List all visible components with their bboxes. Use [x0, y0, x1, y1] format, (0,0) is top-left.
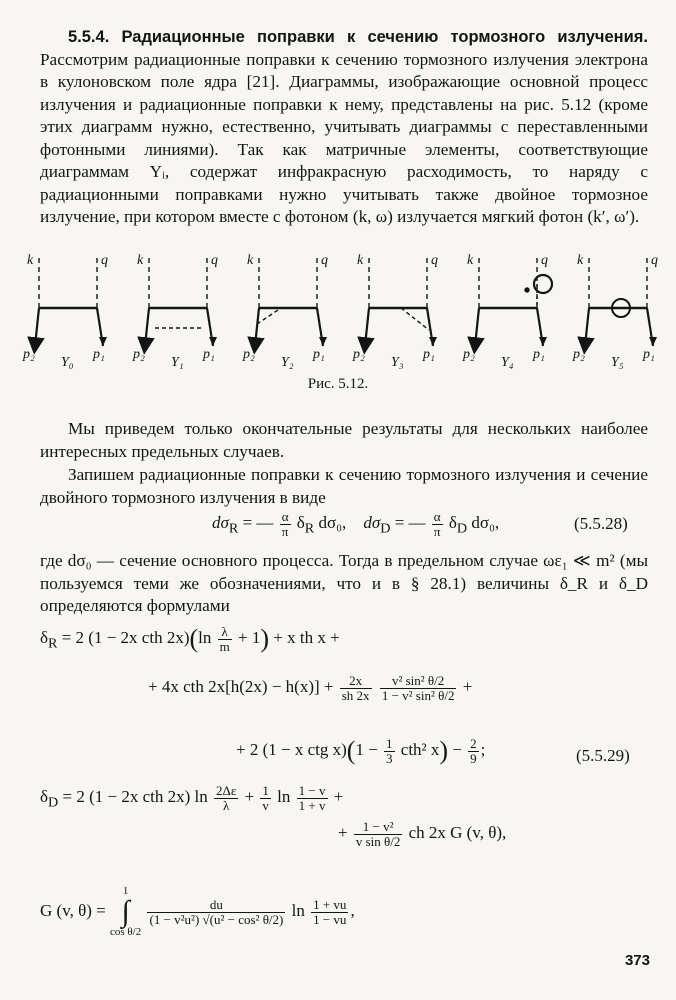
feynman-diagram-1 — [132, 253, 218, 370]
feynman-diagram-2 — [242, 253, 328, 370]
section-heading: 5.5.4. Радиационные поправки к сечению тормозного излучения. — [68, 28, 648, 46]
equation-delta-d-line1: $\delta_D = 2$ (1 − 2x cth 2x) ln $\frac{2\Delta\varepsilon}{\lambda}$ + $\frac{1}{v}$ ln $\frac{1 - v}{1 + v}$ + — [40, 783, 344, 813]
equation-delta-r-line2: + 4x cth 2x[h(2x) − h(x)] + $\frac{2x}{sh 2x}$ $\frac{\text{v² sin² θ/2}}{\text{1 − v² sin² θ/2}}$ + — [148, 673, 473, 703]
feynman-diagram-5 — [572, 253, 658, 370]
feynman-diagrams-figure — [15, 250, 665, 372]
label-y: Y₅ — [611, 355, 624, 370]
label-p2: p₂ — [23, 347, 35, 362]
paragraph-results: Мы приведем только окончательные результаты для нескольких наиболее интересных предельных случаев. — [40, 419, 648, 461]
label-y: Y₀ — [61, 355, 74, 370]
label-k: k — [577, 253, 584, 268]
label-p2: p₂ — [353, 347, 365, 362]
label-p2: p₂ — [463, 347, 475, 362]
label-q: q — [651, 253, 658, 268]
label-y: Y₂ — [281, 355, 294, 370]
equation-5-5-28: $d\sigma_R$ = — $\frac{\alpha}{\pi}$ $\delta_R$ dσ₀, $d\sigma_D$ = — $\frac{\alpha}{\pi}$ $\delta_D$ dσ₀, — [212, 509, 500, 539]
label-q: q — [211, 253, 218, 268]
label-q: q — [541, 253, 548, 268]
label-q: q — [101, 253, 108, 268]
label-p1: p₁ — [643, 347, 655, 362]
label-q: q — [321, 253, 328, 268]
equation-g-function: G (v, θ) = 1 ∫ cos θ/2 $\frac{du}{\text{(1 − v²u²) √(u² − cos² θ/2)}}$ ln $\frac{1 + vu}{1 - vu}$ , — [40, 885, 355, 938]
label-p1: p₁ — [533, 347, 545, 362]
label-y: Y₄ — [501, 355, 514, 370]
paragraph-limit-case: где dσ₀ — сечение основного процесса. Тогда в предельном случае ωε₁ ≪ m² (мы пользуемся теми же обозначениями, что и в § 28.1) величины δ_R и δ_D определяются формулами — [40, 551, 648, 615]
feynman-diagram-4 — [462, 253, 552, 370]
label-k: k — [357, 253, 364, 268]
label-p2: p₂ — [243, 347, 255, 362]
figure-caption: Рис. 5.12. — [307, 376, 369, 392]
label-y: Y₁ — [171, 355, 184, 370]
label-p1: p₁ — [423, 347, 435, 362]
section-intro: Рассмотрим радиационные поправки к сечению тормозного излучения электрона в кулоновском поле ядра [21]. Диаграммы, изображающие основной процесс излучения и радиационные поправки к нему, представлены на рис. 5.12 (кроме этих диаграмм нужно, естественно, учитывать диаграммы с переставленными фотонными линиями). Так как матричные элементы, соответствующие диаграммам Yᵢ, содержат инфракрасную расходимость, то наряду с радиационными поправками нужно учитывать также двойное тормозное излучение, при котором вместе с фотоном (k, ω) излучается мягкий фотон (k′, ω′). — [40, 49, 648, 226]
paragraph-radiative: Запишем радиационные поправки к сечению тормозного излучения и сечение двойного тормозного излучения в виде — [40, 465, 648, 507]
label-k: k — [27, 253, 34, 268]
label-y: Y₃ — [391, 355, 404, 370]
label-p2: p₂ — [573, 347, 585, 362]
equation-delta-d-line2: + $\frac{\text{1 − v²}}{\text{v sin θ/2}}$ ch 2x G (v, θ), — [338, 819, 507, 849]
equation-delta-r-line3: + 2 (1 − x ctg x)(1 − $\frac{1}{3}$ cth² x) − $\frac{2}{9}$ ; — [236, 735, 486, 766]
label-k: k — [247, 253, 254, 268]
label-k: k — [137, 253, 144, 268]
label-p1: p₁ — [93, 347, 105, 362]
section-paragraph — [40, 26, 648, 229]
equation-delta-r-line1: $\delta_R = 2$ (1 − 2x cth 2x)(ln $\frac{\lambda}{m}$ + 1) + x th x + — [40, 623, 340, 654]
equation-number-5-5-28: (5.5.28) — [574, 514, 628, 533]
label-k: k — [467, 253, 474, 268]
page-number: 373 — [624, 952, 650, 969]
label-p2: p₂ — [133, 347, 145, 362]
feynman-diagram-3 — [352, 253, 438, 370]
label-p1: p₁ — [203, 347, 215, 362]
equation-number-5-5-29: (5.5.29) — [576, 746, 630, 765]
label-p1: p₁ — [313, 347, 325, 362]
feynman-diagram-0 — [22, 253, 108, 370]
label-q: q — [431, 253, 438, 268]
